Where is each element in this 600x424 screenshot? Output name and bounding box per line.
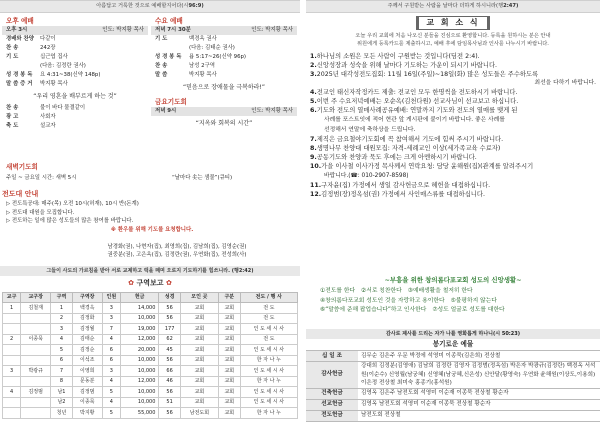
faith-life-item: ⑤불평하지 않는다: [450, 297, 497, 304]
table-cell: 박광규: [21, 366, 51, 377]
news-number: 10.: [310, 163, 322, 170]
table-cell: 전 도: [240, 313, 297, 324]
order-value: (다음: 김정란 권사): [40, 63, 86, 69]
news-item: [310, 162, 596, 171]
table-cell: 김정월: [72, 324, 102, 335]
dawn-prayer-theme: “날마다 솟는 샘물”(큐티): [172, 175, 233, 181]
offering-names: 김무순 김은주 우문 박정에 석영미 이종묵(김은희) 전상철: [358, 351, 600, 362]
table-cell: 2: [51, 313, 73, 324]
table-cell: 백경옥: [72, 303, 102, 314]
evangelism-line: ▷ 전도대 대원을 모집합니다.: [6, 209, 75, 216]
news-text: 생명나무 찬양대 대원모집: 자격-세례교인 이상(세가족교육 수료자): [316, 145, 501, 152]
news-text: 공동기도와 찬양과 묵도 후에는 크게 아멘하시기 바랍니다.: [316, 154, 477, 161]
column-header: 교구: [3, 293, 21, 303]
faith-life-item: ①전도를 한다: [320, 288, 356, 294]
table-cell: 10,000: [120, 397, 158, 408]
faith-life-item: ③예배생활을 철저히 한다: [407, 288, 473, 294]
faith-life-item: ④창의롬다포교회 성도인 것을 자랑하고 용이한다: [320, 297, 445, 304]
wednesday-time: 저녁 7시 30분: [155, 27, 191, 33]
news-item: [310, 171, 596, 181]
order-key: 성 경 봉 독: [155, 54, 182, 60]
order-row: [2, 35, 148, 44]
table-cell: 김철재: [21, 303, 51, 314]
table-cell: 교회: [180, 387, 218, 398]
news-item: [310, 70, 596, 79]
right-verse-bar: 감사로 제사를 드리는 자가 나를 영화롭게 하나니(시 50:23): [306, 329, 600, 339]
news-number: 12.: [310, 191, 322, 198]
order-row: [2, 122, 148, 131]
news-text: 기도와 전도의 열매사례공유예배: 연말까지 기도와 전도의 열매를 맺게 된: [316, 107, 518, 114]
order-row: [2, 44, 148, 53]
faith-life-item: ⑦성도 얼굴로 성도를 대한다: [432, 307, 505, 313]
order-row: [151, 62, 297, 71]
afternoon-worship-title: 오후 예배: [6, 17, 34, 25]
table-cell: [21, 324, 51, 335]
table-cell: 김태순: [72, 334, 102, 345]
table-row: [3, 345, 298, 356]
table-cell: 10,000: [120, 387, 158, 398]
table-cell: 56: [159, 313, 180, 324]
news-text: 하나님의 소원은 모든 사람이 구원받는 것입니다(딤전 2:4).: [316, 53, 480, 60]
table-cell: 66: [159, 366, 180, 377]
table-cell: 1: [51, 303, 73, 314]
wednesday-worship-title: 수요 예배: [155, 17, 183, 25]
table-cell: 5: [102, 387, 120, 398]
order-value: 박지황 목사: [189, 72, 217, 78]
table-row: [3, 408, 298, 419]
news-number: 3.: [310, 71, 317, 78]
table-cell: 45: [159, 345, 180, 356]
evangelism-title: 전도대 안내: [2, 190, 39, 198]
table-cell: [3, 408, 21, 419]
order-row: [2, 104, 148, 113]
news-item: [310, 125, 596, 135]
prayer-request: ※ 환우를 위해 기도를 요청합니다.: [110, 226, 194, 233]
table-cell: 6: [51, 355, 73, 366]
news-text: 신앙성장과 성숙을 위해 날마다 기도하는 가운이 되시기 바랍니다.: [316, 62, 498, 69]
news-item: [310, 115, 596, 125]
table-cell: 19,000: [120, 324, 158, 335]
table-cell: 교회: [218, 334, 240, 345]
order-value: (다음: 김태순 권사): [189, 45, 235, 51]
table-cell: 4: [51, 334, 73, 345]
order-value: 다같이: [40, 36, 56, 42]
news-text: 2025년 대각성전도집회: 11월 16일(주일)~18일(화) 많은 성도들은 주수하도록: [316, 71, 539, 78]
friday-sermon-title: “지옥와 회복의 시간”: [195, 120, 253, 127]
news-item: [310, 144, 596, 153]
faith-life-row: [320, 297, 600, 307]
table-cell: 12,000: [120, 334, 158, 345]
offering-title: 구역보고: [136, 279, 164, 287]
table-row: [3, 303, 298, 314]
flower-icon: ✿: [128, 279, 135, 287]
table-cell: 교회: [180, 313, 218, 324]
order-value: 남성 2구역: [189, 63, 215, 69]
table-cell: 김정범: [21, 387, 51, 398]
table-cell: 교회: [180, 397, 218, 408]
intro-line: 오늘 우리 교회에 처음 나오신 분들을 진심으로 환영합니다. 등록을 원하시는 분은 안내: [355, 33, 551, 39]
afternoon-band: [2, 26, 148, 35]
news-text: 이번 주 수요저녁예배는 오순옥(김천다원) 선교사님이 선교보고 하십니다.: [316, 98, 519, 105]
news-text: 선정해서 연말에 축하상을 드립니다.: [324, 127, 416, 133]
table-cell: 김정화: [72, 313, 102, 324]
wednesday-worship: [151, 17, 297, 131]
offering-row: [306, 388, 600, 399]
table-row: [3, 313, 298, 324]
table-cell: 이영희: [72, 366, 102, 377]
table-cell: 박지황: [72, 408, 102, 419]
left-header-ref: 96:9): [188, 3, 204, 9]
table-cell: 4: [102, 397, 120, 408]
table-cell: 62: [159, 334, 180, 345]
table-cell: 1: [3, 303, 21, 314]
prayer-names-line: 남경화(권), 나현자(집), 최영희(집), 김남희(집), 김영순(권): [107, 244, 247, 250]
column-header: 인원: [102, 293, 120, 303]
column-header: 구분: [218, 293, 240, 303]
table-cell: 교회: [180, 303, 218, 314]
table-cell: 2: [3, 334, 21, 345]
offering-names: 김영옥 김은주 남전도회 석영미 이순재 이종묵 전상철 황순자: [358, 388, 600, 399]
dawn-prayer-title: 새벽기도회: [6, 163, 38, 171]
order-key: 기 도: [155, 36, 168, 42]
column-header: 구역장: [72, 293, 102, 303]
order-key: 찬 송: [155, 63, 168, 69]
news-item: [310, 79, 596, 88]
column-header: 성경: [159, 293, 180, 303]
news-item: [310, 97, 596, 106]
order-value: 242장: [40, 45, 56, 51]
table-cell: 177: [159, 324, 180, 335]
wednesday-band: [151, 26, 297, 35]
news-text: 전교인 태신자작정카드 제출: 전교인 모두 한명씩을 전도하시기 바랍니다.: [316, 89, 518, 96]
order-value: 사회자: [40, 114, 56, 120]
table-cell: 교회: [218, 313, 240, 324]
news-item: [310, 52, 596, 61]
table-cell: 10,000: [120, 366, 158, 377]
afternoon-time: 오후 3시: [6, 27, 28, 33]
wednesday-sermon-title: “믿음으로 장애물을 극복하라!”: [183, 84, 265, 91]
order-key: 말 씀 증 거: [6, 81, 33, 87]
table-cell: 교회: [180, 366, 218, 377]
order-row: [151, 53, 297, 62]
table-cell: 5: [102, 408, 120, 419]
news-item: [310, 190, 596, 199]
news-number: 1.: [310, 53, 317, 60]
table-cell: 교회: [218, 387, 240, 398]
table-cell: 3: [3, 366, 21, 377]
table-cell: 청년: [51, 408, 73, 419]
news-item: [310, 88, 596, 97]
table-row: [3, 397, 298, 408]
offering-names: 강대희 김정분(김영애) 김남희 김정란 김영자 김정범(정옥섬) 박은자 박광규(김정란) 백경옥 서석원(이순수) 신영월(남궁혜) 신영혜(남궁혜,신은성) 신안달(황영숙) 우연화 윤해원(이상도,이용희) 이은정 전상철 최미숙 홍종기(홍석원): [358, 362, 600, 389]
order-row: [2, 71, 148, 80]
order-value: 설교자: [40, 123, 56, 129]
column-header: 교구장: [21, 293, 51, 303]
news-item: [310, 153, 596, 162]
news-item: [310, 106, 596, 115]
district-report-body: [3, 303, 298, 419]
table-row: [3, 334, 298, 345]
table-cell: 전 도: [240, 303, 297, 314]
order-value: 백경옥 권사: [189, 36, 217, 42]
order-value: 욥 5:17~26(신약 96p): [189, 54, 247, 60]
news-list: [310, 52, 596, 199]
table-cell: 교회: [218, 324, 240, 335]
offering-type: 전도헌금: [306, 410, 358, 421]
table-cell: 교회: [218, 376, 240, 387]
table-cell: 3: [51, 324, 73, 335]
table-cell: 56: [159, 355, 180, 366]
table-cell: 남2: [51, 397, 73, 408]
afternoon-worship: [2, 17, 148, 131]
table-row: [3, 366, 298, 377]
table-cell: [3, 376, 21, 387]
offering-names: 김영옥 남전도회 석영미 이순재 이종묵 전상철 황순자: [358, 399, 600, 410]
right-header-verse: [306, 0, 600, 13]
table-cell: 56: [159, 387, 180, 398]
faith-life-item: ⑥“말씀에 준해 팝업습니다”하고 인사한다: [320, 307, 427, 313]
order-key: 축 도: [6, 123, 19, 129]
dawn-prayer-time: 주일 ~ 금요일 시간: 새벽 5시: [6, 175, 77, 181]
offering-type: 건축헌금: [306, 388, 358, 399]
table-row: [3, 355, 298, 366]
news-text: 구자윤(집) 가정에서 생일 감사헌금으로 헤헌을 대접하십니다.: [321, 182, 491, 189]
table-cell: 교회: [218, 366, 240, 377]
evangelism-line: ▷ 전도하는 일에 많은 성도들의 많은 참여를 바랍니다.: [6, 218, 134, 224]
faith-life-heading: ~부흥을 위한 창의롬다포교회 성도의 신앙생활~: [384, 276, 522, 284]
news-number: 4.: [310, 89, 317, 96]
order-value: 박지황 목사: [40, 81, 68, 87]
flower-icon: ✿: [165, 279, 172, 287]
table-cell: 55,000: [120, 408, 158, 419]
column-header: 모인 곳: [180, 293, 218, 303]
news-text: 가을 이사철 이사가정 목사께서 연락요청: 담당 윤해원(집)(관계를 알려주시기: [321, 163, 534, 170]
order-row: [2, 113, 148, 122]
prayer-names: [60, 243, 294, 259]
news-number: 11.: [310, 182, 322, 189]
table-row: [3, 324, 298, 335]
table-cell: 인 도 세 시 사: [240, 366, 297, 377]
table-cell: 56: [159, 303, 180, 314]
table-cell: [3, 397, 21, 408]
table-cell: 남전도회: [180, 408, 218, 419]
order-key: 말 씀: [155, 72, 168, 78]
table-cell: 인 도 세 시 사: [240, 345, 297, 356]
table-cell: 교회: [180, 376, 218, 387]
table-cell: [3, 324, 21, 335]
order-row: [151, 44, 297, 53]
order-key: 찬 송: [6, 105, 19, 111]
prayer-names-line: 권중분(권), 고은옥(집), 김정란(권), 우연화(집), 전성희(사): [107, 252, 247, 258]
offering-type: 감사헌금: [306, 362, 358, 389]
table-cell: 한 자 나 누: [240, 408, 297, 419]
news-number: 9.: [310, 154, 317, 161]
order-row: [151, 35, 297, 44]
news-item: [310, 61, 596, 70]
table-cell: 12,000: [120, 376, 158, 387]
news-number: 5.: [310, 98, 317, 105]
order-key: 경배와 찬양: [6, 36, 34, 42]
faith-life-item: ②서로 칭찬한다: [361, 288, 402, 294]
friday-band: [151, 107, 297, 116]
welcome-intro: [310, 33, 596, 49]
table-cell: 문동분: [72, 376, 102, 387]
table-cell: [21, 376, 51, 387]
table-cell: [21, 345, 51, 356]
offering-row: [306, 410, 600, 421]
intro-line: 위원에게 등록카드를 제출하시고, 예배 후에 담임목사님과 인사를 나누시기 바랍니다.: [357, 40, 549, 47]
table-cell: 인 도 세 시 사: [240, 387, 297, 398]
offerings-body: [306, 351, 600, 422]
right-column: [306, 0, 600, 424]
news-number: 2.: [310, 62, 317, 69]
table-cell: 교회: [180, 334, 218, 345]
table-cell: 전 도: [240, 334, 297, 345]
table-cell: [21, 355, 51, 366]
order-key: 광 고: [6, 114, 19, 120]
order-key: 찬 송: [6, 45, 19, 51]
table-cell: 51: [159, 397, 180, 408]
table-cell: 교회: [218, 355, 240, 366]
table-cell: 10,000: [120, 313, 158, 324]
right-header-text: 주께서 구원받는 사람을 날마다 더하게 하시니라(행: [387, 3, 504, 9]
table-cell: 10,000: [120, 355, 158, 366]
news-number: 7.: [310, 136, 317, 143]
table-cell: 이석조: [72, 355, 102, 366]
offering-row: [306, 351, 600, 362]
left-header-text: 아름답고 거룩한 것으로 예배할지어다(시: [96, 3, 189, 9]
table-cell: 교회: [180, 355, 218, 366]
order-key: [151, 44, 189, 53]
church-news-title: 교 회 소 식: [416, 16, 490, 30]
order-key: 기 도: [6, 54, 19, 60]
table-cell: 56: [159, 408, 180, 419]
table-cell: 7: [102, 324, 120, 335]
table-cell: 이종묵: [21, 334, 51, 345]
order-value: 불이 바다 물결같이: [40, 105, 86, 111]
column-header: 전도 / 행 사: [240, 293, 297, 303]
order-key: [2, 62, 40, 71]
news-item: [310, 181, 596, 190]
news-text: 최선을 다하기 바랍니다.: [534, 80, 596, 86]
faith-life-row: [320, 287, 600, 297]
table-cell: 김정순: [72, 345, 102, 356]
right-header-ref: 2:47): [503, 3, 519, 9]
offering-names: 남전도회 전상철: [358, 410, 600, 421]
table-cell: 6: [102, 345, 120, 356]
column-header: 구역: [51, 293, 73, 303]
offering-type: 십 일 조: [306, 351, 358, 362]
table-cell: 교회: [180, 345, 218, 356]
faith-life-list: [320, 287, 600, 316]
sermon-title: “우리 영혼을 배부르게 하는 것”: [33, 93, 117, 100]
table-cell: [21, 408, 51, 419]
offering-row: [306, 399, 600, 410]
news-text: 김정범(장)정옥섬(권) 가정에서 사인매스류를 대접하십니다.: [321, 191, 485, 198]
table-cell: 남1: [51, 387, 73, 398]
friday-leader: 인도: 박지황 목사: [251, 108, 293, 114]
table-cell: [3, 345, 21, 356]
table-cell: 한 자 나 누: [240, 355, 297, 366]
friday-prayer-title: 금요기도회: [155, 98, 187, 106]
table-cell: 14,000: [120, 303, 158, 314]
order-value: 요 4:31~38(신약 148p): [40, 72, 101, 78]
table-cell: [21, 313, 51, 324]
table-cell: 7: [51, 366, 73, 377]
order-row: [2, 80, 148, 89]
offering-heading: [0, 279, 300, 288]
district-report-table: [2, 292, 298, 419]
afternoon-leader: 인도: 박지황 목사: [102, 27, 144, 33]
offerings-table: [306, 350, 600, 422]
table-cell: 한 자 나 누: [240, 376, 297, 387]
news-item: [310, 135, 596, 144]
offering-type: 선교헌금: [306, 399, 358, 410]
table-cell: 6: [102, 355, 120, 366]
wednesday-leader: 인도: 박지황 목사: [251, 27, 293, 33]
table-row: [3, 387, 298, 398]
offering-row: [306, 362, 600, 389]
table-cell: 교회: [218, 303, 240, 314]
news-text: 제직은 금요철야기도회에 꼭 참여해서 기도에 힘써 주시기 바랍니다.: [316, 136, 504, 143]
table-cell: 3: [102, 366, 120, 377]
table-cell: 5: [51, 345, 73, 356]
news-number: 6.: [310, 107, 317, 114]
table-cell: 3: [102, 313, 120, 324]
left-verse-bar: 그들이 사도의 가르침을 받아 서로 교제하고 떡을 떼며 오로지 기도하기를 힘쓰니라. (행2:42): [0, 266, 300, 276]
news-text: 사례를 포스트잇에 적어 현관 앞 게시판에 붙이기 바랍니다. 좋은 사례를: [324, 117, 505, 123]
left-header-verse: [0, 0, 300, 13]
order-row: [151, 71, 297, 80]
table-cell: 20,000: [120, 345, 158, 356]
table-cell: 46: [159, 376, 180, 387]
order-value: 십근엽 집사: [40, 54, 68, 60]
friday-time: 저녁 9시: [155, 108, 177, 114]
table-cell: 4: [3, 387, 21, 398]
table-cell: [3, 313, 21, 324]
table-cell: 교회: [180, 324, 218, 335]
order-row: [2, 53, 148, 62]
table-cell: 3: [102, 303, 120, 314]
table-cell: 인 도 세 시 사: [240, 324, 297, 335]
table-cell: 8: [51, 376, 73, 387]
table-cell: 교회: [218, 408, 240, 419]
table-cell: [21, 397, 51, 408]
table-cell: 인 도 세 시 사: [240, 397, 297, 408]
order-row: [2, 62, 148, 71]
table-cell: 이종묵: [72, 397, 102, 408]
table-cell: 4: [102, 376, 120, 387]
table-cell: 교회: [218, 397, 240, 408]
table-cell: 김정범: [72, 387, 102, 398]
news-text: 바랍니다.(☎: 010-2907-8598): [324, 173, 409, 179]
offerings-heading: 봉기로운 예물: [432, 340, 474, 348]
table-cell: [3, 355, 21, 366]
column-header: 헌금: [120, 293, 158, 303]
table-header-row: [3, 293, 298, 303]
news-number: 8.: [310, 145, 317, 152]
table-cell: 4: [102, 334, 120, 345]
table-row: [3, 376, 298, 387]
faith-life-row: [320, 306, 600, 316]
evangelism-line: ▷ 전도특공대: 매주(목) 오전 10시(허재), 10시 반(돈계): [6, 201, 139, 207]
table-cell: 교회: [218, 345, 240, 356]
order-key: 성 경 봉 독: [6, 72, 33, 78]
